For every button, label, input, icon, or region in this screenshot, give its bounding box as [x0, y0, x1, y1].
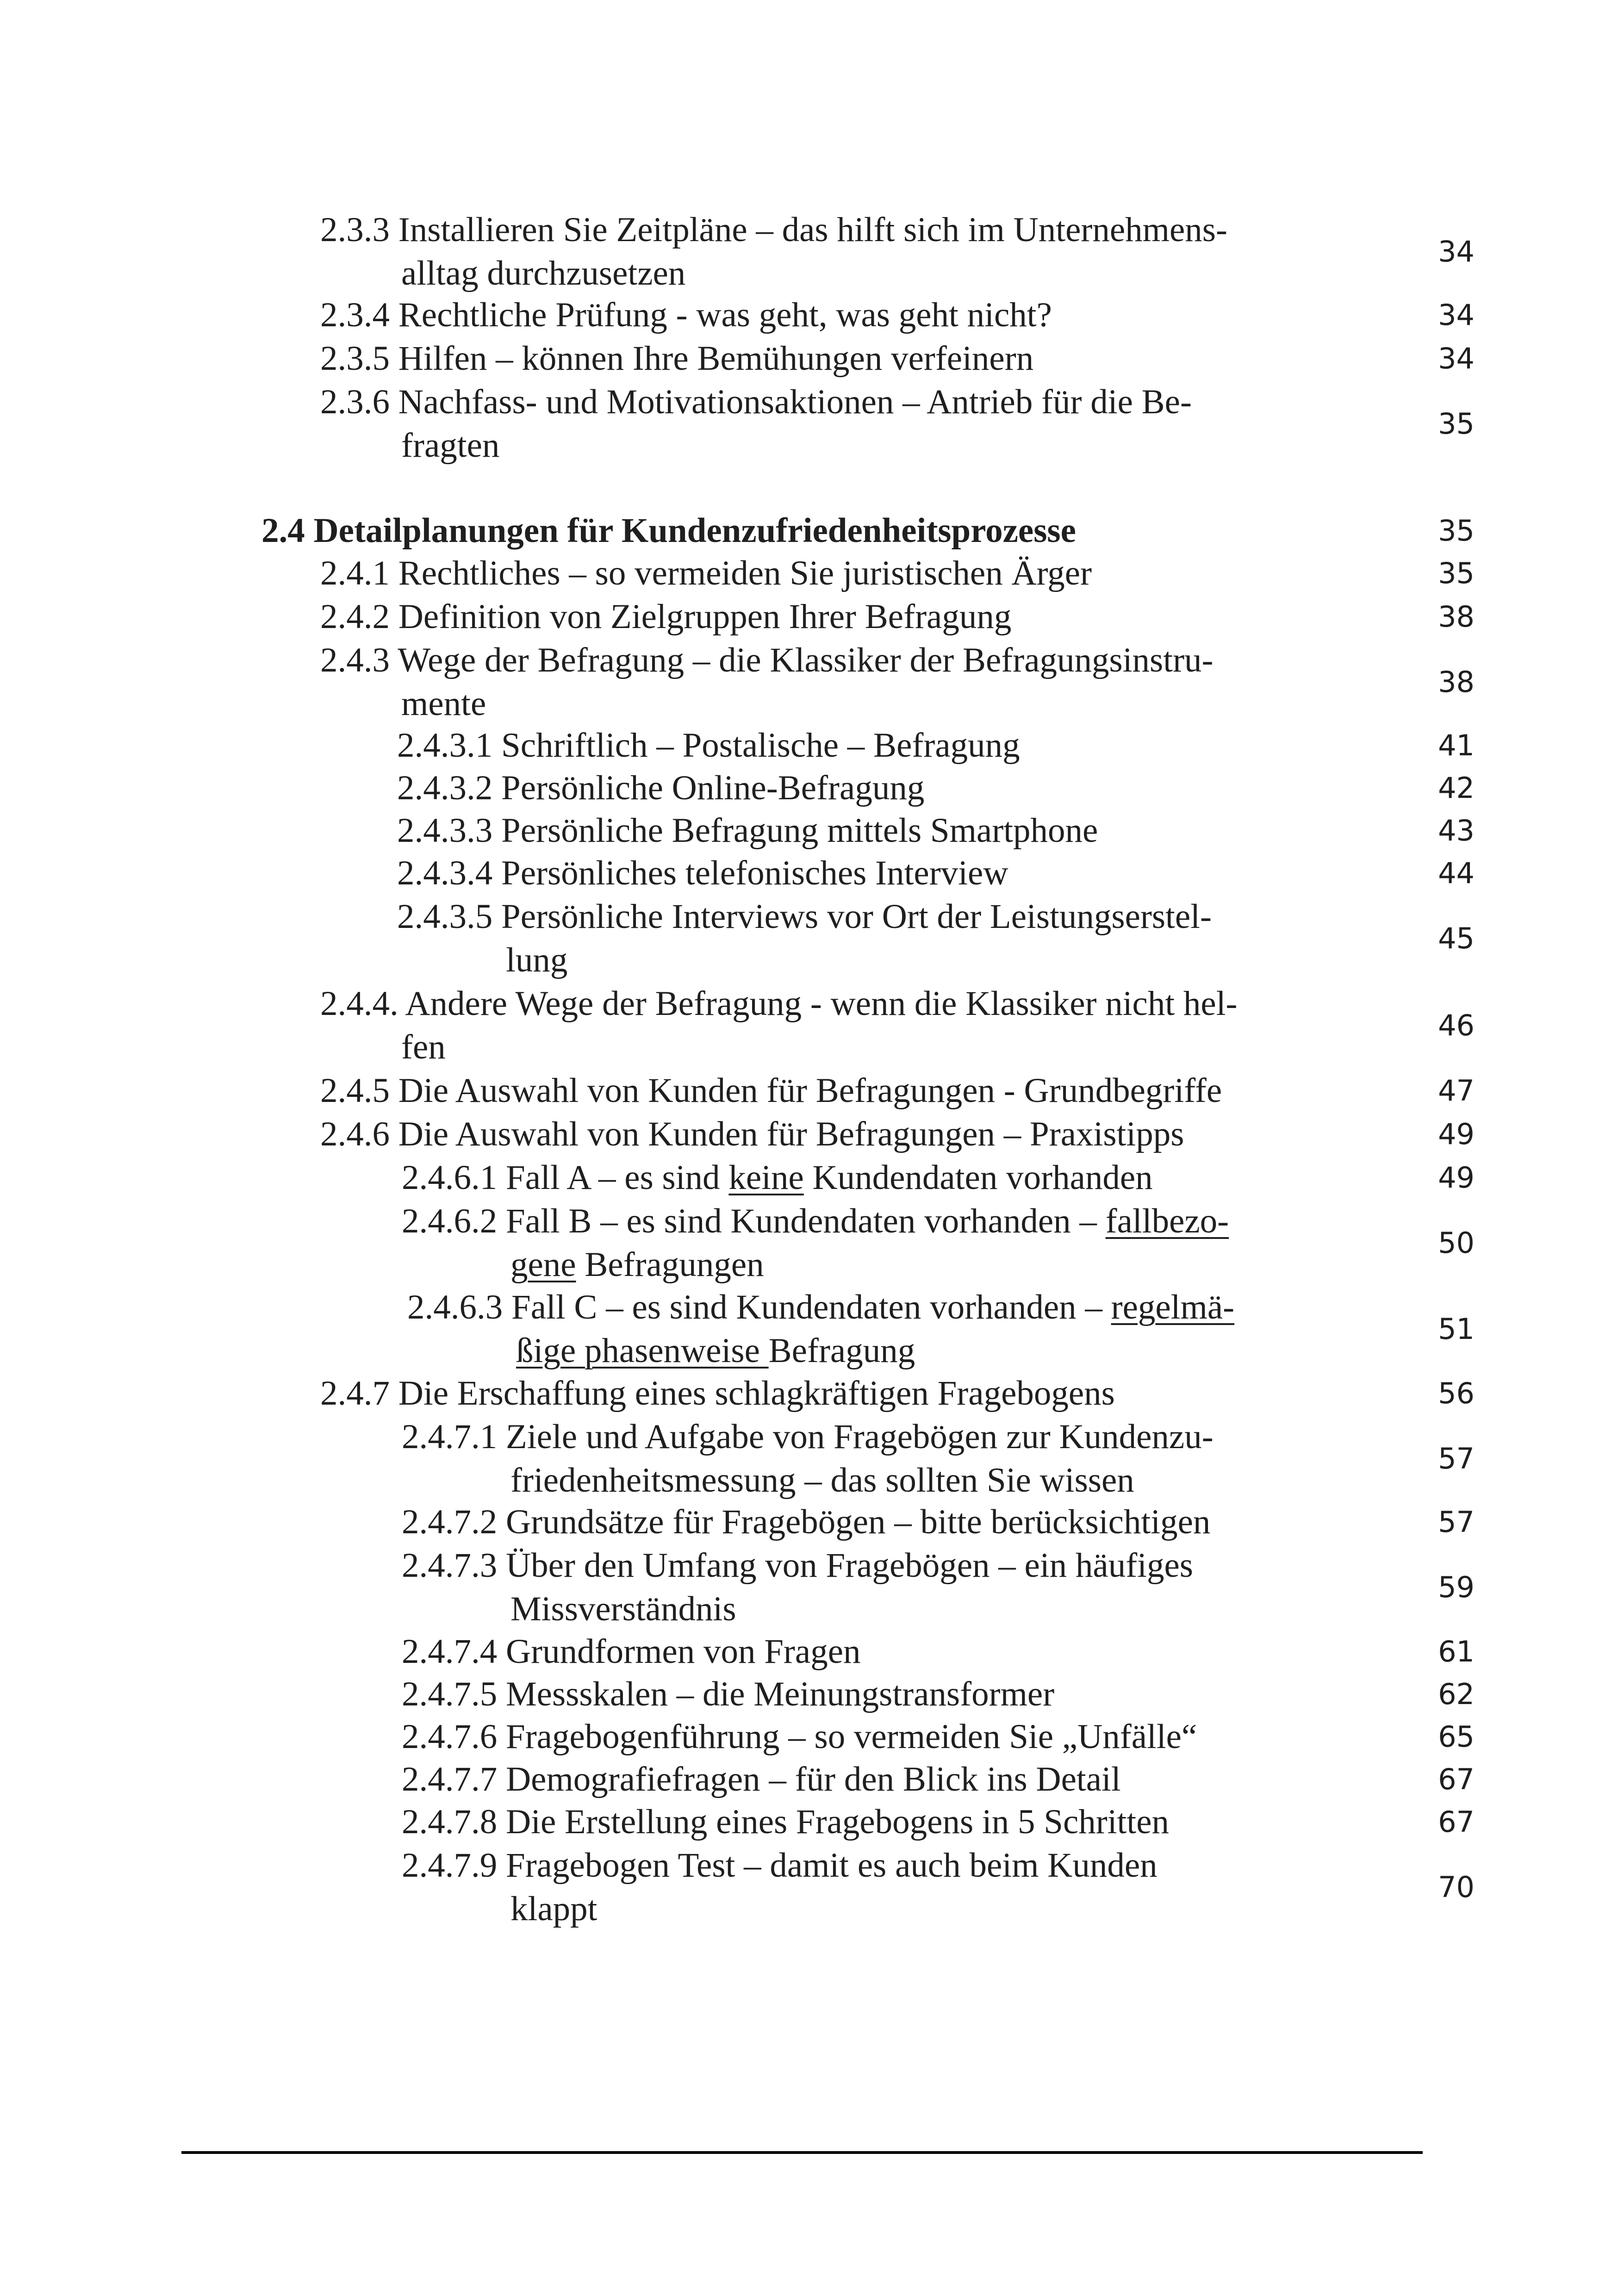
toc-page-number: 65	[1438, 1720, 1475, 1754]
toc-page-number: 57	[1438, 1505, 1475, 1539]
toc-entry-title: 2.4.1 Rechtliches – so vermeiden Sie juristischen Ärger	[320, 554, 1092, 592]
toc-entry-title: 2.4.7.8 Die Erstellung eines Fragebogens in 5 Schritten	[402, 1803, 1170, 1841]
toc-entry-title: 2.4.3.3 Persönliche Befragung mittels Smartphone	[397, 811, 1098, 850]
toc-page-number: 49	[1438, 1161, 1475, 1195]
toc-entry-title: 2.4.7.4 Grundformen von Fragen	[402, 1632, 861, 1671]
toc-entry-title: 2.4.3.5 Persönliche Interviews vor Ort der Leistungserstel- lung	[397, 897, 1212, 979]
toc-page-number: 46	[1438, 1008, 1475, 1042]
toc-page-number: 34	[1438, 235, 1475, 268]
toc-page-number: 42	[1438, 771, 1475, 805]
toc-page-number: 34	[1438, 342, 1475, 375]
toc-entry-title: 2.4.7.1 Ziele und Aufgabe von Fragebögen zur Kundenzu- friedenheitsmessung – das sollten Sie wissen	[402, 1418, 1214, 1500]
toc-page-number: 50	[1438, 1226, 1475, 1260]
footer-divider	[181, 2151, 1423, 2154]
toc-entry-title: 2.4.6.1 Fall A – es sind keine Kundendaten vorhanden	[402, 1158, 1153, 1197]
toc-section-heading: 2.4 Detailplanungen für Kundenzufriedenheitsprozesse	[261, 511, 1076, 550]
toc-entry-title: 2.4.6.2 Fall B – es sind Kundendaten vorhanden – fallbezo- gene Befragungen	[402, 1202, 1229, 1284]
toc-entry-title: 2.4.2 Definition von Zielgruppen Ihrer Befragung	[320, 597, 1012, 636]
toc-entry-title: 2.4.5 Die Auswahl von Kunden für Befragungen - Grundbegriffe	[320, 1071, 1222, 1110]
toc-entry-title: 2.4.7.9 Fragebogen Test – damit es auch beim Kunden klappt	[402, 1846, 1157, 1928]
toc-entry-title: 2.3.5 Hilfen – können Ihre Bemühungen verfeinern	[320, 339, 1034, 378]
toc-page-number: 35	[1438, 556, 1475, 590]
underlined-text: fallbezo-	[1105, 1202, 1229, 1240]
toc-page-number: 47	[1438, 1074, 1475, 1108]
toc-page-number: 38	[1438, 665, 1475, 699]
underlined-text: keine	[728, 1158, 804, 1197]
toc-entry-title: 2.4.3.1 Schriftlich – Postalische – Befragung	[397, 726, 1020, 765]
toc-page-number: 41	[1438, 728, 1475, 762]
toc-page-number: 44	[1438, 856, 1475, 890]
toc-entry-title: 2.4.7.5 Messskalen – die Meinungstransformer	[402, 1675, 1055, 1713]
toc-entry-title: 2.3.4 Rechtliche Prüfung - was geht, was geht nicht?	[320, 296, 1052, 334]
toc-page-number: 45	[1438, 921, 1475, 955]
toc-entry-title: 2.4.7.6 Fragebogenführung – so vermeiden Sie „Unfälle“	[402, 1717, 1197, 1756]
toc-entry-title: 2.4.6 Die Auswahl von Kunden für Befragungen – Praxistipps	[320, 1115, 1184, 1153]
toc-entry-title: 2.3.6 Nachfass- und Motivationsaktionen – Antrieb für die Be- fragten	[320, 383, 1192, 465]
toc-page-number: 57	[1438, 1442, 1475, 1475]
toc-page-number: 34	[1438, 298, 1475, 332]
toc-page-number: 61	[1438, 1635, 1475, 1668]
toc-page-number: 67	[1438, 1762, 1475, 1796]
toc-entry-title: 2.4.3 Wege der Befragung – die Klassiker der Befragungsinstru- mente	[320, 641, 1214, 723]
toc-page-number: 49	[1438, 1117, 1475, 1151]
toc-page-number: 43	[1438, 814, 1475, 847]
toc-page-number: 35	[1438, 407, 1475, 441]
toc-page-number: 59	[1438, 1570, 1475, 1604]
toc-entry-title: 2.4.4. Andere Wege der Befragung - wenn die Klassiker nicht hel- fen	[320, 984, 1238, 1066]
toc-page-number: 56	[1438, 1376, 1475, 1410]
toc-page-number: 35	[1438, 514, 1475, 548]
toc-page-number: 38	[1438, 600, 1475, 634]
toc-entry-title: 2.4.7.3 Über den Umfang von Fragebögen – ein häufiges Missverständnis	[402, 1546, 1193, 1628]
toc-page-number: 62	[1438, 1677, 1475, 1711]
toc-entry-title: 2.3.3 Installieren Sie Zeitpläne – das hilft sich im Unternehmens- alltag durchzusetzen	[320, 211, 1227, 292]
toc-entry-title: 2.4.7.2 Grundsätze für Fragebögen – bitte berücksichtigen	[402, 1503, 1211, 1541]
toc-page-number: 51	[1438, 1312, 1475, 1346]
underlined-text: regelmä-	[1111, 1288, 1235, 1326]
toc-entry-title: 2.4.3.4 Persönliches telefonisches Interview	[397, 854, 1008, 892]
underlined-text: gene	[510, 1245, 576, 1284]
toc-page-number: 70	[1438, 1870, 1475, 1904]
underlined-text: ßige phasenweise	[516, 1332, 769, 1370]
toc-entry-title: 2.4.3.2 Persönliche Online-Befragung	[397, 769, 925, 807]
toc-page-number: 67	[1438, 1805, 1475, 1839]
toc-entry-title: 2.4.7 Die Erschaffung eines schlagkräftigen Fragebogens	[320, 1374, 1115, 1412]
toc-entry-title: 2.4.7.7 Demografiefragen – für den Blick ins Detail	[402, 1760, 1121, 1798]
toc-entry-title: 2.4.6.3 Fall C – es sind Kundendaten vorhanden – regelmä- ßige phasenweise Befragung	[407, 1288, 1235, 1370]
